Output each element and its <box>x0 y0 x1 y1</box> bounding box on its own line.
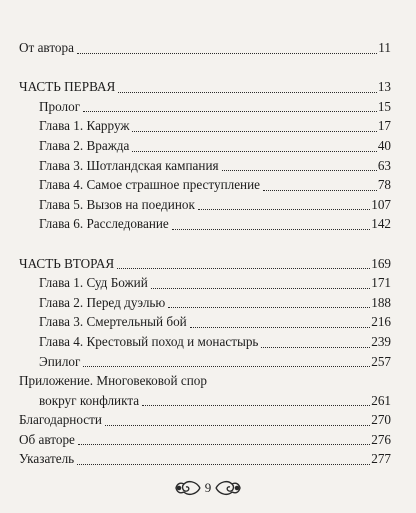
toc-entry-title: Глава 5. Вызов на поединок <box>39 196 195 212</box>
toc-entry-title: Приложение. Многовековой спор <box>19 373 207 389</box>
toc-entry-line <box>19 391 391 411</box>
toc-entry <box>19 293 391 313</box>
dot-leader <box>172 229 370 230</box>
toc-part-heading <box>19 254 391 274</box>
toc-entry-title: Глава 4. Крестовый поход и монастырь <box>39 333 259 349</box>
toc-entry-page: 63 <box>377 157 391 173</box>
toc-entry <box>19 273 391 293</box>
toc-entry <box>19 410 391 430</box>
toc-entry-title: Глава 4. Самое страшное преступление <box>39 177 261 193</box>
dot-leader <box>77 53 377 54</box>
toc-entry-page: 270 <box>371 412 391 428</box>
toc-entry-title: Эпилог <box>39 353 81 369</box>
toc-entry-title: Глава 1. Суд Божий <box>39 275 148 291</box>
toc-entry-title: ЧАСТЬ ВТОРАЯ <box>19 255 115 271</box>
toc-entry-title: Глава 2. Вражда <box>39 137 130 153</box>
toc-entry-page: 276 <box>371 431 391 447</box>
toc-entry-page: 13 <box>377 79 391 95</box>
toc-entry-line <box>19 371 391 391</box>
dot-leader <box>83 366 370 367</box>
dot-leader <box>105 425 370 426</box>
toc-entry-title: От автора <box>19 40 74 55</box>
toc-entry <box>19 312 391 332</box>
toc-entry-page: 40 <box>377 137 391 153</box>
dot-leader <box>263 190 377 191</box>
toc-entry-page: 216 <box>371 314 391 330</box>
toc-entry <box>19 156 391 176</box>
toc-entry-page: 257 <box>371 353 391 369</box>
toc-entry <box>19 175 391 195</box>
dot-leader <box>77 464 370 465</box>
toc-entry-page: 261 <box>371 392 391 408</box>
toc-entry-title: Благодарности <box>19 412 102 428</box>
toc-part-heading <box>19 77 391 97</box>
toc-entry <box>19 352 391 372</box>
toc-entry-title: Указатель <box>19 451 75 467</box>
toc-entry-page: 15 <box>377 98 391 114</box>
toc-entry-page: 17 <box>377 118 391 134</box>
dot-leader <box>132 131 376 132</box>
dot-leader <box>222 170 377 171</box>
table-of-contents <box>19 38 391 469</box>
toc-entry <box>19 97 391 117</box>
decorative-ornament-icon <box>174 476 202 500</box>
toc-entry-title: Пролог <box>39 98 81 114</box>
toc-entry-title-continued: вокруг конфликта <box>39 392 140 408</box>
toc-entry-page: 78 <box>377 177 391 193</box>
dot-leader <box>261 347 370 348</box>
page-number: 9 <box>204 480 212 495</box>
toc-entry <box>19 332 391 352</box>
toc-entry <box>19 195 391 215</box>
toc-entry-page: 239 <box>371 333 391 349</box>
dot-leader <box>118 92 376 93</box>
dot-leader <box>117 268 370 269</box>
toc-entry <box>19 430 391 450</box>
toc-entry <box>19 449 391 469</box>
page-footer <box>0 476 416 500</box>
toc-entry-title: Глава 3. Шотландская кампания <box>39 157 219 173</box>
toc-entry-page: 188 <box>371 294 391 310</box>
toc-entry-page: 107 <box>371 196 391 212</box>
toc-entry-title: ЧАСТЬ ПЕРВАЯ <box>19 79 116 95</box>
toc-entry-page: 277 <box>371 451 391 467</box>
dot-leader <box>142 405 370 406</box>
dot-leader <box>198 209 370 210</box>
dot-leader <box>132 151 376 152</box>
toc-entry-page: 169 <box>371 255 391 271</box>
dot-leader <box>168 307 370 308</box>
dot-leader <box>190 327 371 328</box>
toc-entry <box>19 116 391 136</box>
dot-leader <box>83 111 377 112</box>
dot-leader <box>78 444 370 445</box>
toc-entry <box>19 371 391 410</box>
toc-entry <box>19 214 391 234</box>
toc-entry-title: Глава 6. Расследование <box>39 216 169 232</box>
toc-entry <box>19 136 391 156</box>
toc-entry-title: Глава 3. Смертельный бой <box>39 314 187 330</box>
toc-entry-page: 171 <box>371 275 391 291</box>
toc-entry-title: Глава 2. Перед дуэлью <box>39 294 166 310</box>
decorative-ornament-icon <box>214 476 242 500</box>
dot-leader <box>151 288 370 289</box>
toc-entry-title: Глава 1. Карруж <box>39 118 130 134</box>
toc-entry-title: Об авторе <box>19 431 75 447</box>
toc-entry-page: 142 <box>371 216 391 232</box>
toc-entry-page: 11 <box>378 40 391 55</box>
toc-entry <box>19 38 391 58</box>
